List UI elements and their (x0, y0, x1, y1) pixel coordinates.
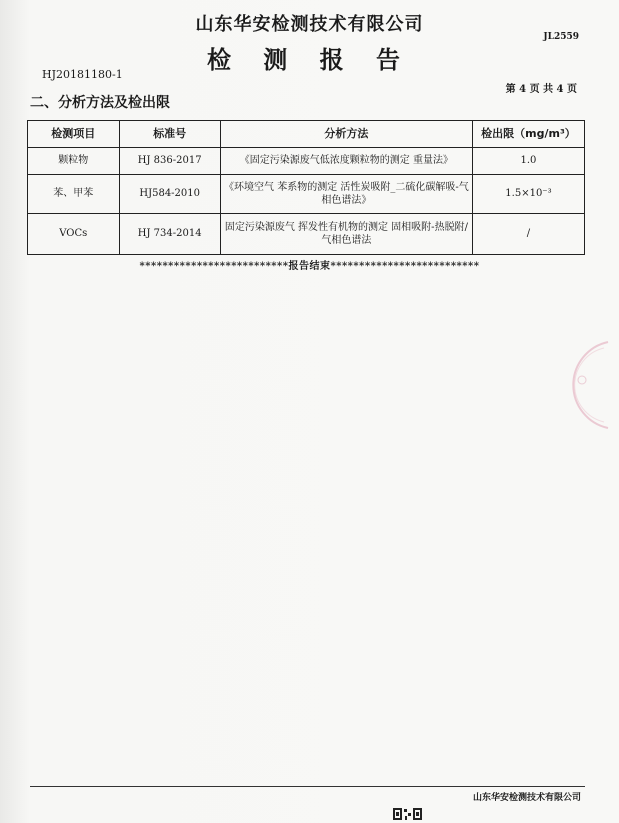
footer-divider (30, 786, 585, 787)
section-title: 二、分析方法及检出限 (30, 95, 170, 111)
header-method: 分析方法 (220, 121, 472, 148)
cell-limit: 1.5×10⁻³ (472, 175, 584, 214)
cell-method: 固定污染源废气 挥发性有机物的测定 固相吸附-热脱附/气相色谱法 (220, 214, 472, 255)
cell-method: 《环境空气 苯系物的测定 活性炭吸附_二硫化碳解吸-气相色谱法》 (220, 175, 472, 214)
header-limit: 检出限（mg/m³） (472, 121, 584, 148)
cell-standard: HJ584-2010 (119, 175, 220, 214)
analysis-methods-table (27, 120, 585, 255)
cell-method: 《固定污染源废气低浓度颗粒物的测定 重量法》 (220, 148, 472, 175)
footer-company-name: 山东华安检测技术有限公司 (472, 793, 581, 803)
cell-standard: HJ 734-2014 (119, 214, 220, 255)
header-item: 检测项目 (28, 121, 120, 148)
company-name: 山东华安检测技术有限公司 (195, 14, 424, 35)
page-info: 第 4 页 共 4 页 (505, 84, 577, 95)
qr-code-icon (393, 808, 423, 820)
cell-item: 颗粒物 (28, 148, 120, 175)
cell-standard: HJ 836-2017 (119, 148, 220, 175)
report-number: HJ20181180-1 (42, 68, 123, 81)
table-row (28, 175, 585, 214)
seal-stamp-icon (560, 340, 610, 430)
document-title: 检 测 报 告 (206, 46, 413, 74)
cell-limit: / (472, 214, 584, 255)
header-standard: 标准号 (119, 121, 220, 148)
cell-item: VOCs (28, 214, 120, 255)
form-code: JL2559 (543, 32, 579, 42)
table-row (28, 214, 585, 255)
cell-limit: 1.0 (472, 148, 584, 175)
cell-item: 苯、甲苯 (28, 175, 120, 214)
report-end-marker: **************************报告结束************************** (139, 261, 480, 272)
table-header-row (28, 121, 585, 148)
table-row (28, 148, 585, 175)
